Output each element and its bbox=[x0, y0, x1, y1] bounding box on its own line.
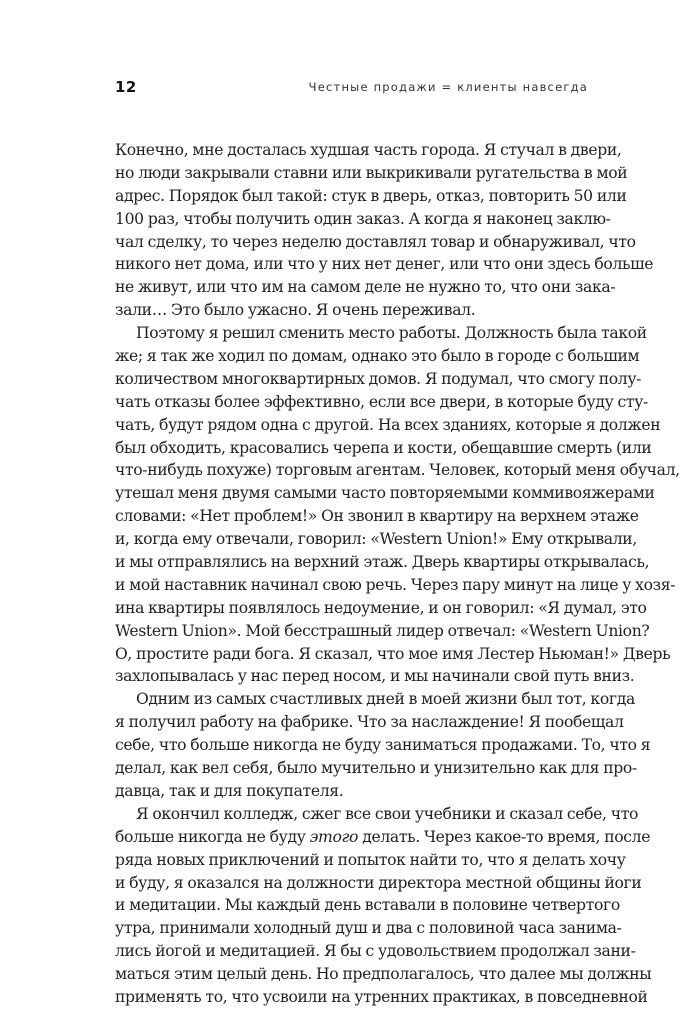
text-line: лись йогой и медитацией. Я бы с удовольствием продолжал зани- bbox=[115, 942, 636, 961]
paragraph bbox=[115, 688, 651, 802]
text-line: ина квартиры появлялось недоумение, и он говорил: «Я думал, это bbox=[115, 598, 647, 617]
text-line: же; я так же ходил по домам, однако это было в городе с большим bbox=[115, 347, 640, 366]
paragraph bbox=[115, 322, 680, 688]
text-line: адрес. Порядок был такой: стук в дверь, отказ, повторить 50 или bbox=[115, 186, 627, 205]
text-line: никого нет дома, или что у них нет денег, или что они здесь больше bbox=[115, 255, 654, 274]
text-line: и мы отправлялись на верхний этаж. Дверь квартиры открывалась, bbox=[115, 553, 650, 572]
text-line: и, когда ему отвечали, говорил: «Western Union!» Ему открывали, bbox=[115, 530, 637, 549]
text-line: маться этим целый день. Но предполагалось, что далее мы должны bbox=[115, 965, 652, 984]
body-text bbox=[115, 139, 680, 1009]
text-line: О, простите ради бога. Я сказал, что мое имя Лестер Ньюман!» Дверь bbox=[115, 644, 671, 663]
text-line: чал сделку, то через неделю доставлял товар и обнаруживал, что bbox=[115, 232, 636, 251]
text-line: был обходить, красовались черепа и кости, обещавшие смерть (или bbox=[115, 438, 652, 457]
text-line: Конечно, мне досталась худшая часть города. Я стучал в двери, bbox=[115, 141, 622, 159]
text-line: чать отказы более эффективно, если все двери, в которые буду сту- bbox=[115, 392, 648, 411]
text-line: утешал меня двумя самыми часто повторяемыми коммивояжерами bbox=[115, 484, 655, 503]
emphasis-text: этого bbox=[309, 827, 359, 846]
text-line: количеством многоквартирных домов. Я подумал, что смогу полу- bbox=[115, 369, 642, 388]
text-line: и буду, я оказался на должности директора местной общины йоги bbox=[115, 873, 642, 892]
text-line-with-emphasis bbox=[115, 826, 651, 849]
text-line: делал, как вел себя, было мучительно и унизительно как для про- bbox=[115, 759, 637, 778]
book-title: Честные продажи = клиенты навсегда bbox=[308, 80, 588, 94]
text-line: 100 раз, чтобы получить один заказ. А когда я наконец заклю- bbox=[115, 209, 611, 228]
text-line: Я окончил колледж, сжег все свои учебники и сказал себе, что bbox=[136, 804, 639, 823]
text-line: Поэтому я решил сменить место работы. Должность была такой bbox=[136, 324, 647, 343]
text-segment: делать. Через какое-то время, после bbox=[362, 827, 651, 846]
running-header bbox=[115, 78, 588, 98]
text-line: что-нибудь похуже) торговым агентам. Человек, который меня обучал, bbox=[115, 461, 680, 480]
page-number: 12 bbox=[115, 78, 137, 96]
text-line: захлопывалась у нас перед носом, и мы начинали свой путь вниз. bbox=[115, 667, 635, 686]
text-line: ряда новых приключений и попыток найти то, что я делать хочу bbox=[115, 850, 626, 869]
text-line: Одним из самых счастливых дней в моей жизни был тот, когда bbox=[136, 690, 635, 709]
text-line: применять то, что усвоили на утренних практиках, в повседневной bbox=[115, 987, 648, 1006]
text-line: зали… Это было ужасно. Я очень переживал. bbox=[115, 301, 476, 320]
text-line: и мой наставник начинал свою речь. Через пару минут на лице у хозя- bbox=[115, 575, 676, 594]
text-line: но люди закрывали ставни или выкрикивали ругательства в мой bbox=[115, 163, 628, 182]
text-line: не живут, или что им на самом деле не нужно то, что они зака- bbox=[115, 278, 616, 297]
text-line: Western Union». Мой бесстрашный лидер отвечал: «Western Union? bbox=[115, 621, 650, 640]
paragraph bbox=[115, 139, 654, 322]
text-line: я получил работу на фабрике. Что за наслаждение! Я пообещал bbox=[115, 713, 624, 732]
text-line: себе, что больше никогда не буду заниматься продажами. То, что я bbox=[115, 736, 651, 755]
paragraph bbox=[115, 803, 652, 1009]
text-line: словами: «Нет проблем!» Он звонил в квартиру на верхнем этаже bbox=[115, 507, 639, 526]
text-line: утра, принимали холодный душ и два с половиной часа занима- bbox=[115, 919, 622, 938]
text-line: и медитации. Мы каждый день вставали в половине четвертого bbox=[115, 896, 620, 915]
text-line: чать, будут рядом одна с другой. На всех зданиях, которые я должен bbox=[115, 415, 661, 434]
text-line: давца, так и для покупателя. bbox=[115, 781, 344, 800]
text-segment: больше никогда не буду bbox=[115, 827, 306, 846]
